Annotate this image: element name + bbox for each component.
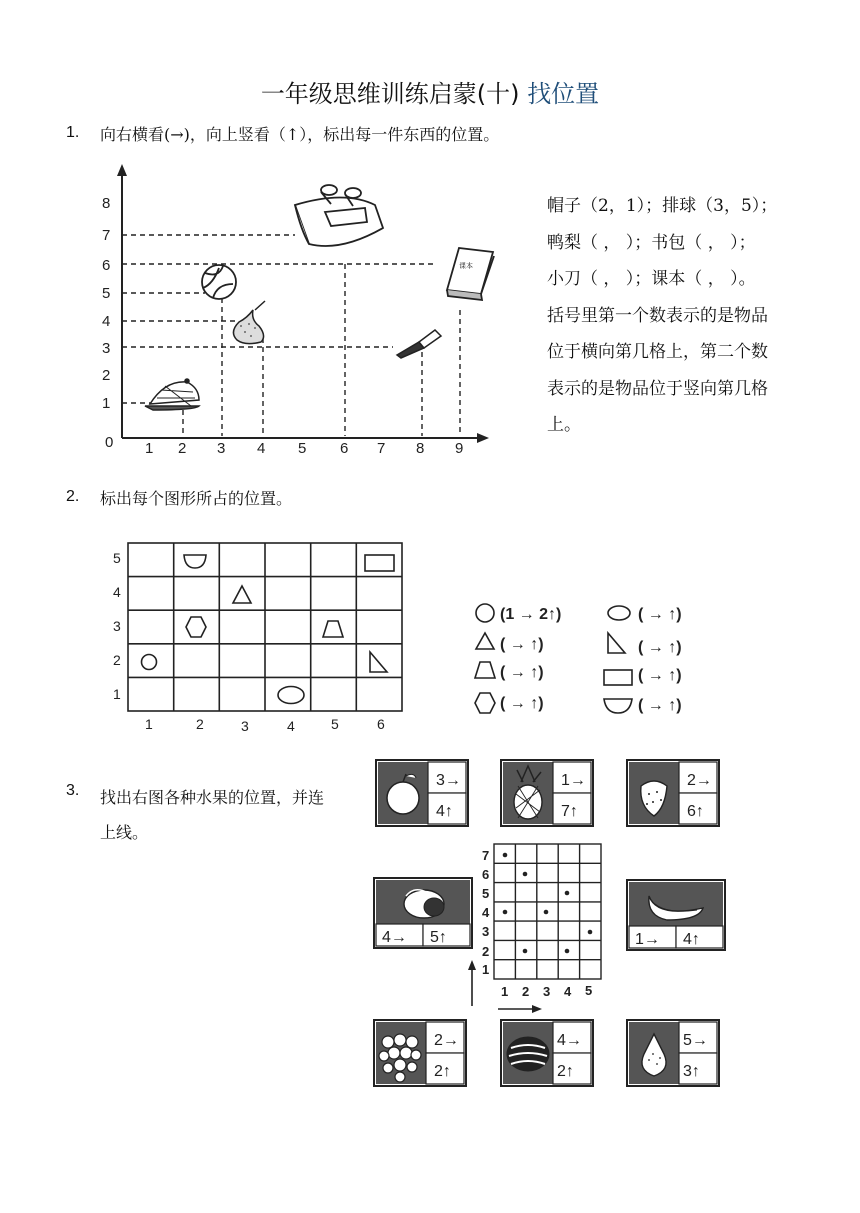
page-title <box>0 74 860 109</box>
mango-y: 5↑ <box>430 929 447 946</box>
q1-line-2: 鸭梨（ ， ）；书包（ ， ）； <box>547 232 756 253</box>
fruit-card-mango <box>374 878 472 948</box>
q3-col-5: 5 <box>585 983 593 998</box>
right-triangle-shape <box>370 652 387 672</box>
q2-col-5: 5 <box>331 716 339 732</box>
q1-line-4: 括号里第一个数表示的是物品 <box>547 305 768 326</box>
q3-number: 3. <box>66 782 80 799</box>
q2-col-3: 3 <box>241 718 249 734</box>
title-main: 一年级思维训练启蒙(十) <box>260 80 520 108</box>
q3-row-4: 4 <box>482 905 490 920</box>
answer-right-triangle-icon <box>608 633 625 653</box>
axis-x-3: 3 <box>217 440 226 457</box>
q3-fruit-diagram <box>368 752 728 1094</box>
fruit-card-watermelon <box>501 1020 593 1086</box>
q3-row-6: 6 <box>482 867 490 882</box>
answer-semicircle-icon <box>604 699 632 713</box>
watermelon-icon <box>507 1037 549 1071</box>
answer-hexagon-text: ( → ↑) <box>500 695 544 712</box>
axis-y-6: 6 <box>102 257 111 274</box>
q2-shape-grid <box>105 535 410 740</box>
answer-rectangle-text: ( → ↑) <box>638 667 682 684</box>
grapes-y: 2↑ <box>434 1063 451 1080</box>
answer-trapezoid-text: ( → ↑) <box>500 664 544 681</box>
semicircle-shape <box>184 555 206 568</box>
axis-x-0: 0 <box>105 434 114 451</box>
q2-text: 标出每个图形所占的位置。 <box>100 489 293 508</box>
title-sub: 找位置 <box>527 80 600 108</box>
schoolbag-icon <box>295 185 383 246</box>
fruit-card-pineapple <box>501 760 593 826</box>
q1-line-3: 小刀（ ， ）；课本（ ， ）。 <box>547 269 756 289</box>
banana-x: 1→ <box>635 931 660 948</box>
mango-icon <box>404 890 444 918</box>
q3-col-3: 3 <box>543 984 551 999</box>
axis-y-2: 2 <box>102 367 111 384</box>
q3-text-line-2: 上线。 <box>100 823 149 842</box>
answer-hexagon-icon <box>475 693 495 713</box>
axis-y-7: 7 <box>102 227 111 244</box>
axis-y-1: 1 <box>102 395 111 412</box>
knife-icon <box>397 330 441 358</box>
q3-row-5: 5 <box>482 886 490 901</box>
grapes-x: 2→ <box>434 1032 459 1049</box>
answer-oval-text: ( → ↑) <box>638 606 682 623</box>
pear-icon <box>233 301 265 344</box>
q2-col-1: 1 <box>145 716 153 732</box>
answer-semicircle-text: ( → ↑) <box>638 697 682 714</box>
q2-row-5: 5 <box>113 550 121 566</box>
volleyball-icon <box>202 265 236 299</box>
axis-x-7: 7 <box>377 440 386 457</box>
q2-col-6: 6 <box>377 716 385 732</box>
axis-y-8: 8 <box>102 195 111 212</box>
fruit-card-pear <box>627 1020 719 1086</box>
answer-triangle-icon <box>476 633 494 649</box>
hat-icon <box>145 379 199 410</box>
q3-row-2: 2 <box>482 944 490 959</box>
answer-rectangle-icon <box>604 670 632 685</box>
q2-row-3: 3 <box>113 618 121 634</box>
strawberry-x: 2→ <box>687 772 712 789</box>
answer-triangle-text: ( → ↑) <box>500 636 544 653</box>
answer-right-triangle-text: ( → ↑) <box>638 639 682 656</box>
q3-col-1: 1 <box>501 984 509 999</box>
banana-y: 4↑ <box>683 931 700 948</box>
q2-col-2: 2 <box>196 716 204 732</box>
axis-x-8: 8 <box>416 440 425 457</box>
q3-dot-grid <box>468 844 601 1013</box>
q1-line-5: 位于横向第几格上，第二个数 <box>547 342 768 362</box>
strawberry-y: 6↑ <box>687 803 704 820</box>
book-cover-label: 课本 <box>459 263 473 270</box>
q1-text: 向右横看(→)，向上竖看（↑），标出每一件东西的位置。 <box>100 125 500 144</box>
fruit-card-banana <box>627 880 725 950</box>
book-icon <box>447 248 494 300</box>
fruit-card-strawberry <box>627 760 719 826</box>
axis-x-4: 4 <box>257 440 266 457</box>
q3-row-1: 1 <box>482 962 490 977</box>
axis-x-9: 9 <box>455 440 464 457</box>
fruit-card-grapes <box>374 1020 466 1086</box>
watermelon-y: 2↑ <box>557 1063 574 1080</box>
axis-y-3: 3 <box>102 340 111 357</box>
axis-y-4: 4 <box>102 313 111 330</box>
pear-y: 3↑ <box>683 1063 700 1080</box>
q1-number: 1. <box>66 124 80 141</box>
oval-shape <box>278 687 304 704</box>
mango-x: 4→ <box>382 929 407 946</box>
apple-y: 4↑ <box>436 803 453 820</box>
q3-col-2: 2 <box>522 984 530 999</box>
axis-x-1: 1 <box>145 440 154 457</box>
q1-line-7: 上。 <box>547 415 581 435</box>
fruit-card-apple <box>376 760 468 826</box>
pineapple-y: 7↑ <box>561 803 578 820</box>
q2-number: 2. <box>66 488 80 505</box>
q1-coordinate-chart <box>95 160 505 460</box>
q3-row-3: 3 <box>482 924 490 939</box>
answer-trapezoid-icon <box>475 662 495 678</box>
axis-x-6: 6 <box>340 440 349 457</box>
axis-x-5: 5 <box>298 440 307 457</box>
q2-answer-area <box>470 600 750 720</box>
q2-col-4: 4 <box>287 718 295 734</box>
apple-x: 3→ <box>436 772 461 789</box>
answer-oval-icon <box>608 606 630 620</box>
q3-row-7: 7 <box>482 848 490 863</box>
axis-x-2: 2 <box>178 440 187 457</box>
q1-side-text <box>547 188 797 444</box>
axis-y-5: 5 <box>102 285 111 302</box>
trapezoid-shape <box>323 621 343 637</box>
q2-row-4: 4 <box>113 584 121 600</box>
answer-circle-text: (1 → 2↑) <box>500 606 562 623</box>
circle-shape <box>142 655 157 670</box>
answer-circle-icon <box>476 604 494 622</box>
q3-text-line-1: 找出右图各种水果的位置，并连 <box>100 788 325 807</box>
q2-row-2: 2 <box>113 652 121 668</box>
q3-col-4: 4 <box>564 984 572 999</box>
rectangle-shape <box>365 555 394 571</box>
q1-line-1: 帽子（2，1）；排球（3，5）； <box>547 196 778 216</box>
q3-text <box>100 780 324 850</box>
q2-row-1: 1 <box>113 686 121 702</box>
watermelon-x: 4→ <box>557 1032 582 1049</box>
pineapple-x: 1→ <box>561 772 586 789</box>
q1-line-6: 表示的是物品位于竖向第几格 <box>547 378 768 399</box>
triangle-shape <box>233 586 251 603</box>
hexagon-shape <box>186 617 206 637</box>
pear-x: 5→ <box>683 1032 708 1049</box>
